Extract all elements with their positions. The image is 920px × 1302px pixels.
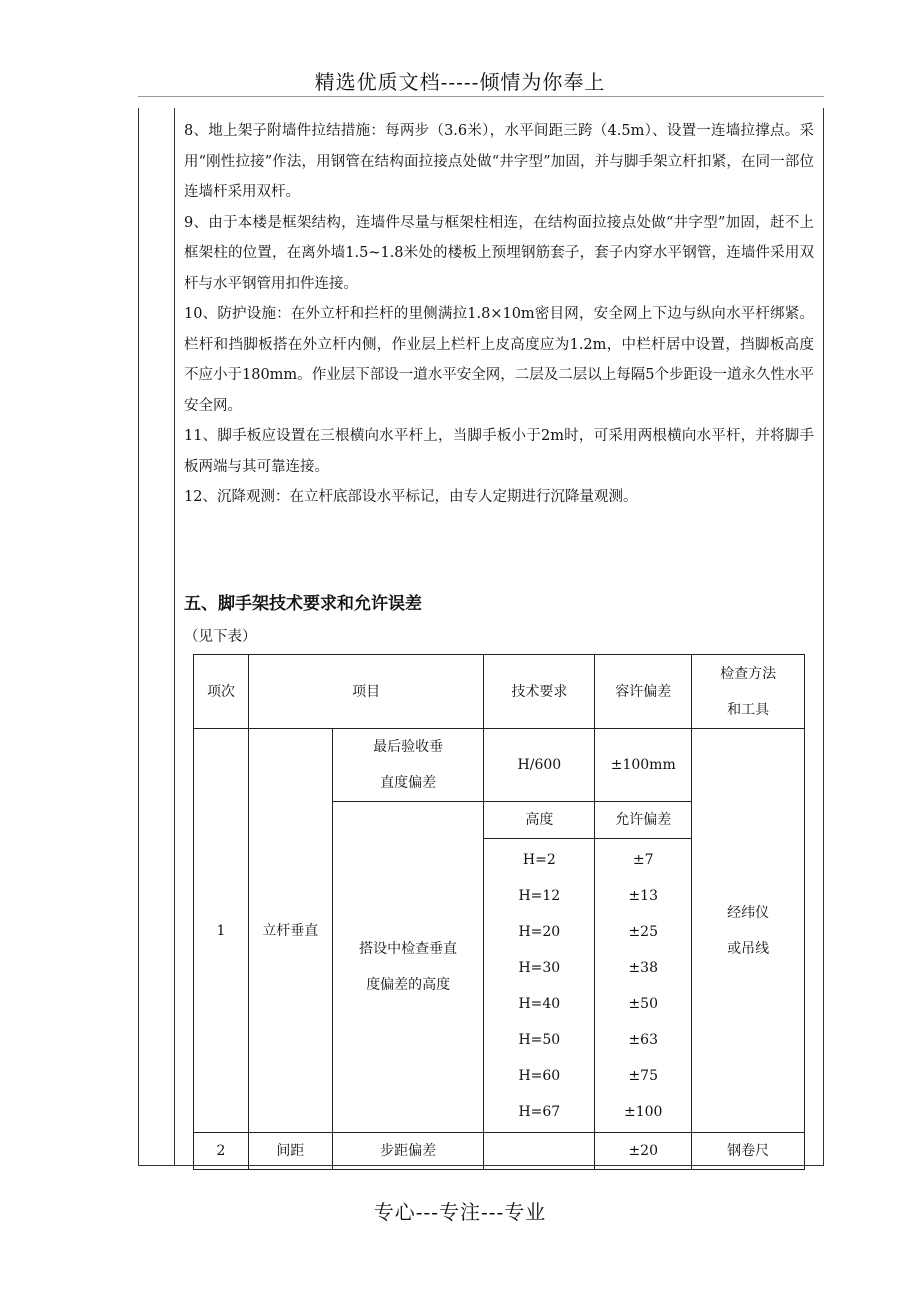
- row1-sub1-tolerance: ±100mm: [595, 729, 692, 802]
- height-value: H=2: [522, 851, 556, 868]
- row1-sub2: [332, 802, 484, 1133]
- table-note: （见下表）: [184, 629, 257, 645]
- header-method-line1: 检查方法: [720, 665, 777, 682]
- allowance-value: ±13: [628, 887, 658, 904]
- row2-method: 钢卷尺: [692, 1133, 805, 1170]
- allow-header: 允许偏差: [595, 802, 692, 839]
- header-requirement: 技术要求: [484, 655, 595, 729]
- paragraph-8: 8、地上架子附墙件拉结措施：每两步（3.6米），水平间距三跨（4.5m）、设置一连墙拉撑点。采用“刚性拉接”作法，用钢管在结构面拉接点处做“井字型”加固，并与脚手架立杆扣紧，在同一部位连墙杆采用双杆。: [184, 123, 814, 200]
- row1-method: [692, 729, 805, 1133]
- table-row: [194, 729, 805, 802]
- header-no: 项次: [194, 655, 249, 729]
- allowance-value: ±25: [628, 923, 658, 940]
- header-item: 项目: [248, 655, 484, 729]
- table-header-row: [194, 655, 805, 729]
- header-method-line2: 和工具: [727, 701, 770, 718]
- row2-requirement: [484, 1133, 595, 1170]
- section-title: 五、脚手架技术要求和允许误差: [184, 594, 422, 614]
- paragraph-10: 10、防护设施：在外立杆和拦杆的里侧满拉1.8×10m密目网，安全网上下边与纵向水平杆绑紧。栏杆和挡脚板搭在外立杆内侧，作业层上栏杆上皮高度应为1.2m，中栏杆居中设置，挡脚板高度不应小于180mm。作业层下部设一道水平安全网，二层及二层以上每隔5个步距设一道永久性水平安全网。: [184, 306, 814, 414]
- row2-tolerance: ±20: [595, 1133, 692, 1170]
- allowance-value: ±75: [628, 1067, 658, 1084]
- row1-sub1-line1: 最后验收垂: [373, 739, 444, 755]
- allowances-cell: [595, 839, 692, 1133]
- height-header: 高度: [484, 802, 595, 839]
- height-value: H=12: [518, 887, 561, 904]
- row1-sub1-line2: 直度偏差: [380, 775, 437, 791]
- row1-sub1: [332, 729, 484, 802]
- paragraph-9: 9、由于本楼是框架结构，连墙件尽量与框架柱相连，在结构面拉接点处做“井字型”加固，赶不上框架柱的位置，在离外墙1.5~1.8米处的楼板上预埋钢筋套子，套子内穿水平钢管，连墙件采用双杆与水平钢管用扣件连接。: [184, 214, 814, 292]
- header-method: [692, 655, 805, 729]
- allowance-value: ±50: [628, 995, 658, 1012]
- height-value: H=30: [518, 959, 561, 976]
- row1-method-line2: 或吊线: [727, 940, 770, 957]
- height-value: H=20: [518, 923, 561, 940]
- page-footer: 专心---专注---专业: [373, 1200, 547, 1224]
- row2-sub: 步距偏差: [332, 1133, 484, 1170]
- height-value: H=40: [518, 995, 561, 1012]
- tolerance-table: [193, 654, 805, 1170]
- row1-sub2-line1: 搭设中检查垂直: [359, 941, 458, 957]
- row2-no: 2: [194, 1133, 249, 1170]
- row1-no: 1: [194, 729, 249, 1133]
- height-value: H=60: [518, 1067, 561, 1084]
- table-row: [194, 1133, 805, 1170]
- paragraph-11: 11、脚手板应设置在三根横向水平杆上，当脚手板小于2m时，可采用两根横向水平杆，并将脚手板两端与其可靠连接。: [184, 428, 814, 475]
- row1-sub1-requirement: H/600: [484, 729, 595, 802]
- allowance-value: ±7: [632, 851, 654, 868]
- row1-sub2-line2: 度偏差的高度: [366, 977, 451, 993]
- paragraph-12: 12、沉降观测：在立杆底部设水平标记，由专人定期进行沉降量观测。: [184, 489, 638, 505]
- allowance-value: ±100: [624, 1103, 663, 1120]
- heights-cell: [484, 839, 595, 1133]
- header-tolerance: 容许偏差: [595, 655, 692, 729]
- row1-item: 立杆垂直: [248, 729, 332, 1133]
- height-value: H=67: [518, 1103, 561, 1120]
- row2-item: 间距: [248, 1133, 332, 1170]
- frame-divider: [174, 108, 175, 1166]
- height-value: H=50: [518, 1031, 561, 1048]
- allowance-value: ±38: [628, 959, 658, 976]
- allowance-value: ±63: [628, 1031, 658, 1048]
- page-header: 精选优质文档-----倾情为你奉上: [314, 70, 606, 94]
- header-rule: [138, 96, 824, 97]
- body-text: [184, 116, 814, 513]
- row1-method-line1: 经纬仪: [727, 904, 770, 921]
